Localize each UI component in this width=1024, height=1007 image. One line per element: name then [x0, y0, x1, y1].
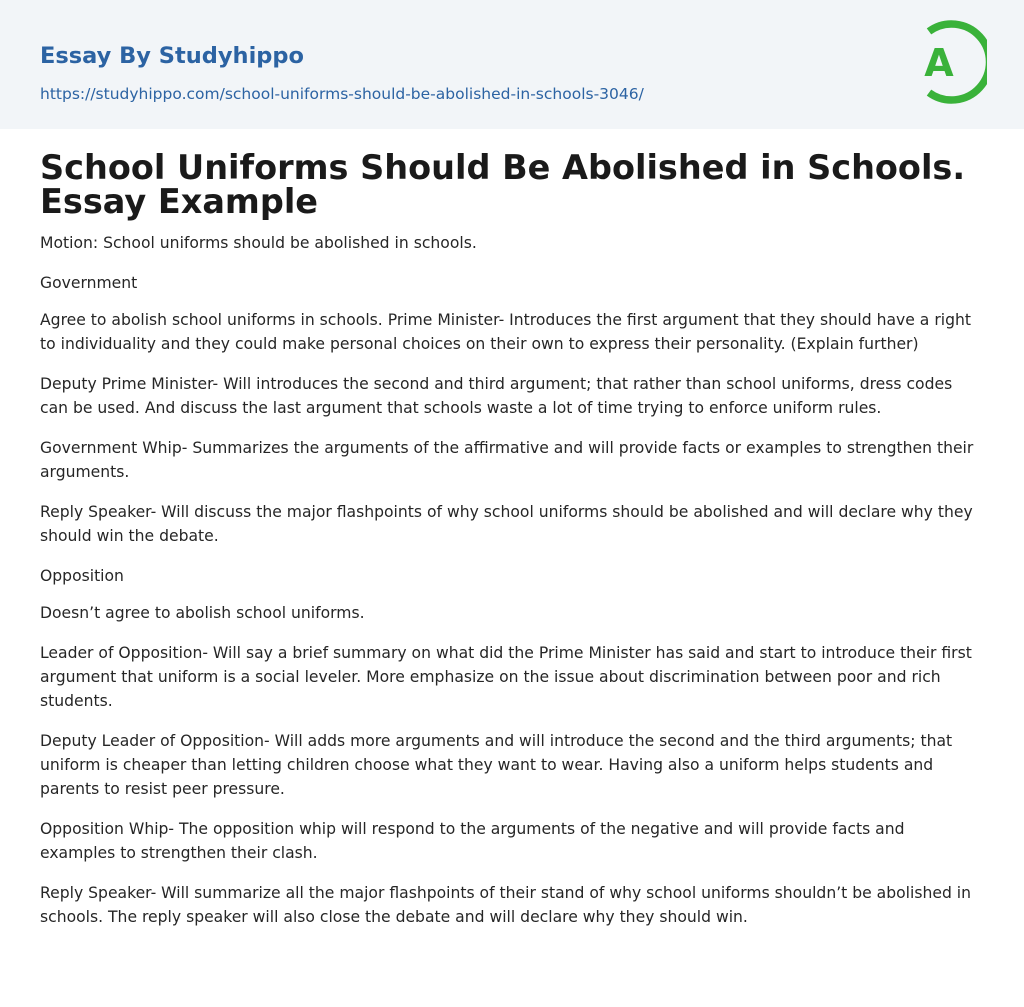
paragraph-opposition-whip: Opposition Whip- The opposition whip will respond to the arguments of the negative and will provide facts and examples to strengthen their clash.	[40, 820, 905, 862]
paragraph-opposition-stance: Doesn’t agree to abolish school uniforms.	[40, 604, 365, 622]
page-title: School Uniforms Should Be Abolished in Schools. Essay Example	[40, 148, 966, 221]
paragraph-deputy-prime-minister: Deputy Prime Minister- Will introduces the second and third argument; that rather than school uniforms, dress codes can be used. And discuss the last argument that schools waste a lot of time trying to enforce uniform rules.	[40, 375, 953, 417]
paragraph-government-reply-speaker: Reply Speaker- Will discuss the major flashpoints of why school uniforms should be abolished and will declare why they should win the debate.	[40, 503, 973, 545]
studyhippo-logo-icon[interactable]	[911, 19, 987, 105]
paragraph-opposition-reply-speaker: Reply Speaker- Will summarize all the major flashpoints of their stand of why school uniforms shouldn’t be abolished in schools. The reply speaker will also close the debate and will declare why they should win.	[40, 884, 972, 926]
paragraph-motion: Motion: School uniforms should be abolished in schools.	[40, 234, 477, 252]
paragraph-leader-of-opposition: Leader of Opposition- Will say a brief summary on what did the Prime Minister has said and start to introduce their first argument that uniform is a social leveler. More emphasize on the issue about discrimination between poor and rich students.	[40, 644, 972, 710]
section-heading-government: Government	[40, 274, 138, 292]
page-header	[0, 0, 1024, 129]
section-heading-opposition: Opposition	[40, 567, 124, 585]
source-url-link[interactable]: https://studyhippo.com/school-uniforms-should-be-abolished-in-schools-3046/	[40, 85, 644, 103]
logo-letter: A	[924, 41, 954, 85]
paragraph-deputy-leader-of-opposition: Deputy Leader of Opposition- Will adds more arguments and will introduce the second and the third arguments; that uniform is cheaper than letting children choose what they want to wear. Having also a uniform helps students and parents to resist peer pressure.	[40, 732, 953, 798]
site-name[interactable]: Essay By Studyhippo	[40, 43, 304, 69]
paragraph-government-whip: Government Whip- Summarizes the arguments of the affirmative and will provide facts or examples to strengthen their arguments.	[40, 439, 974, 481]
paragraph-prime-minister: Agree to abolish school uniforms in schools. Prime Minister- Introduces the first argument that they should have a right to individuality and they could make personal choices on their own to express their personality. (Explain further)	[40, 311, 971, 353]
article-body	[0, 129, 1024, 929]
